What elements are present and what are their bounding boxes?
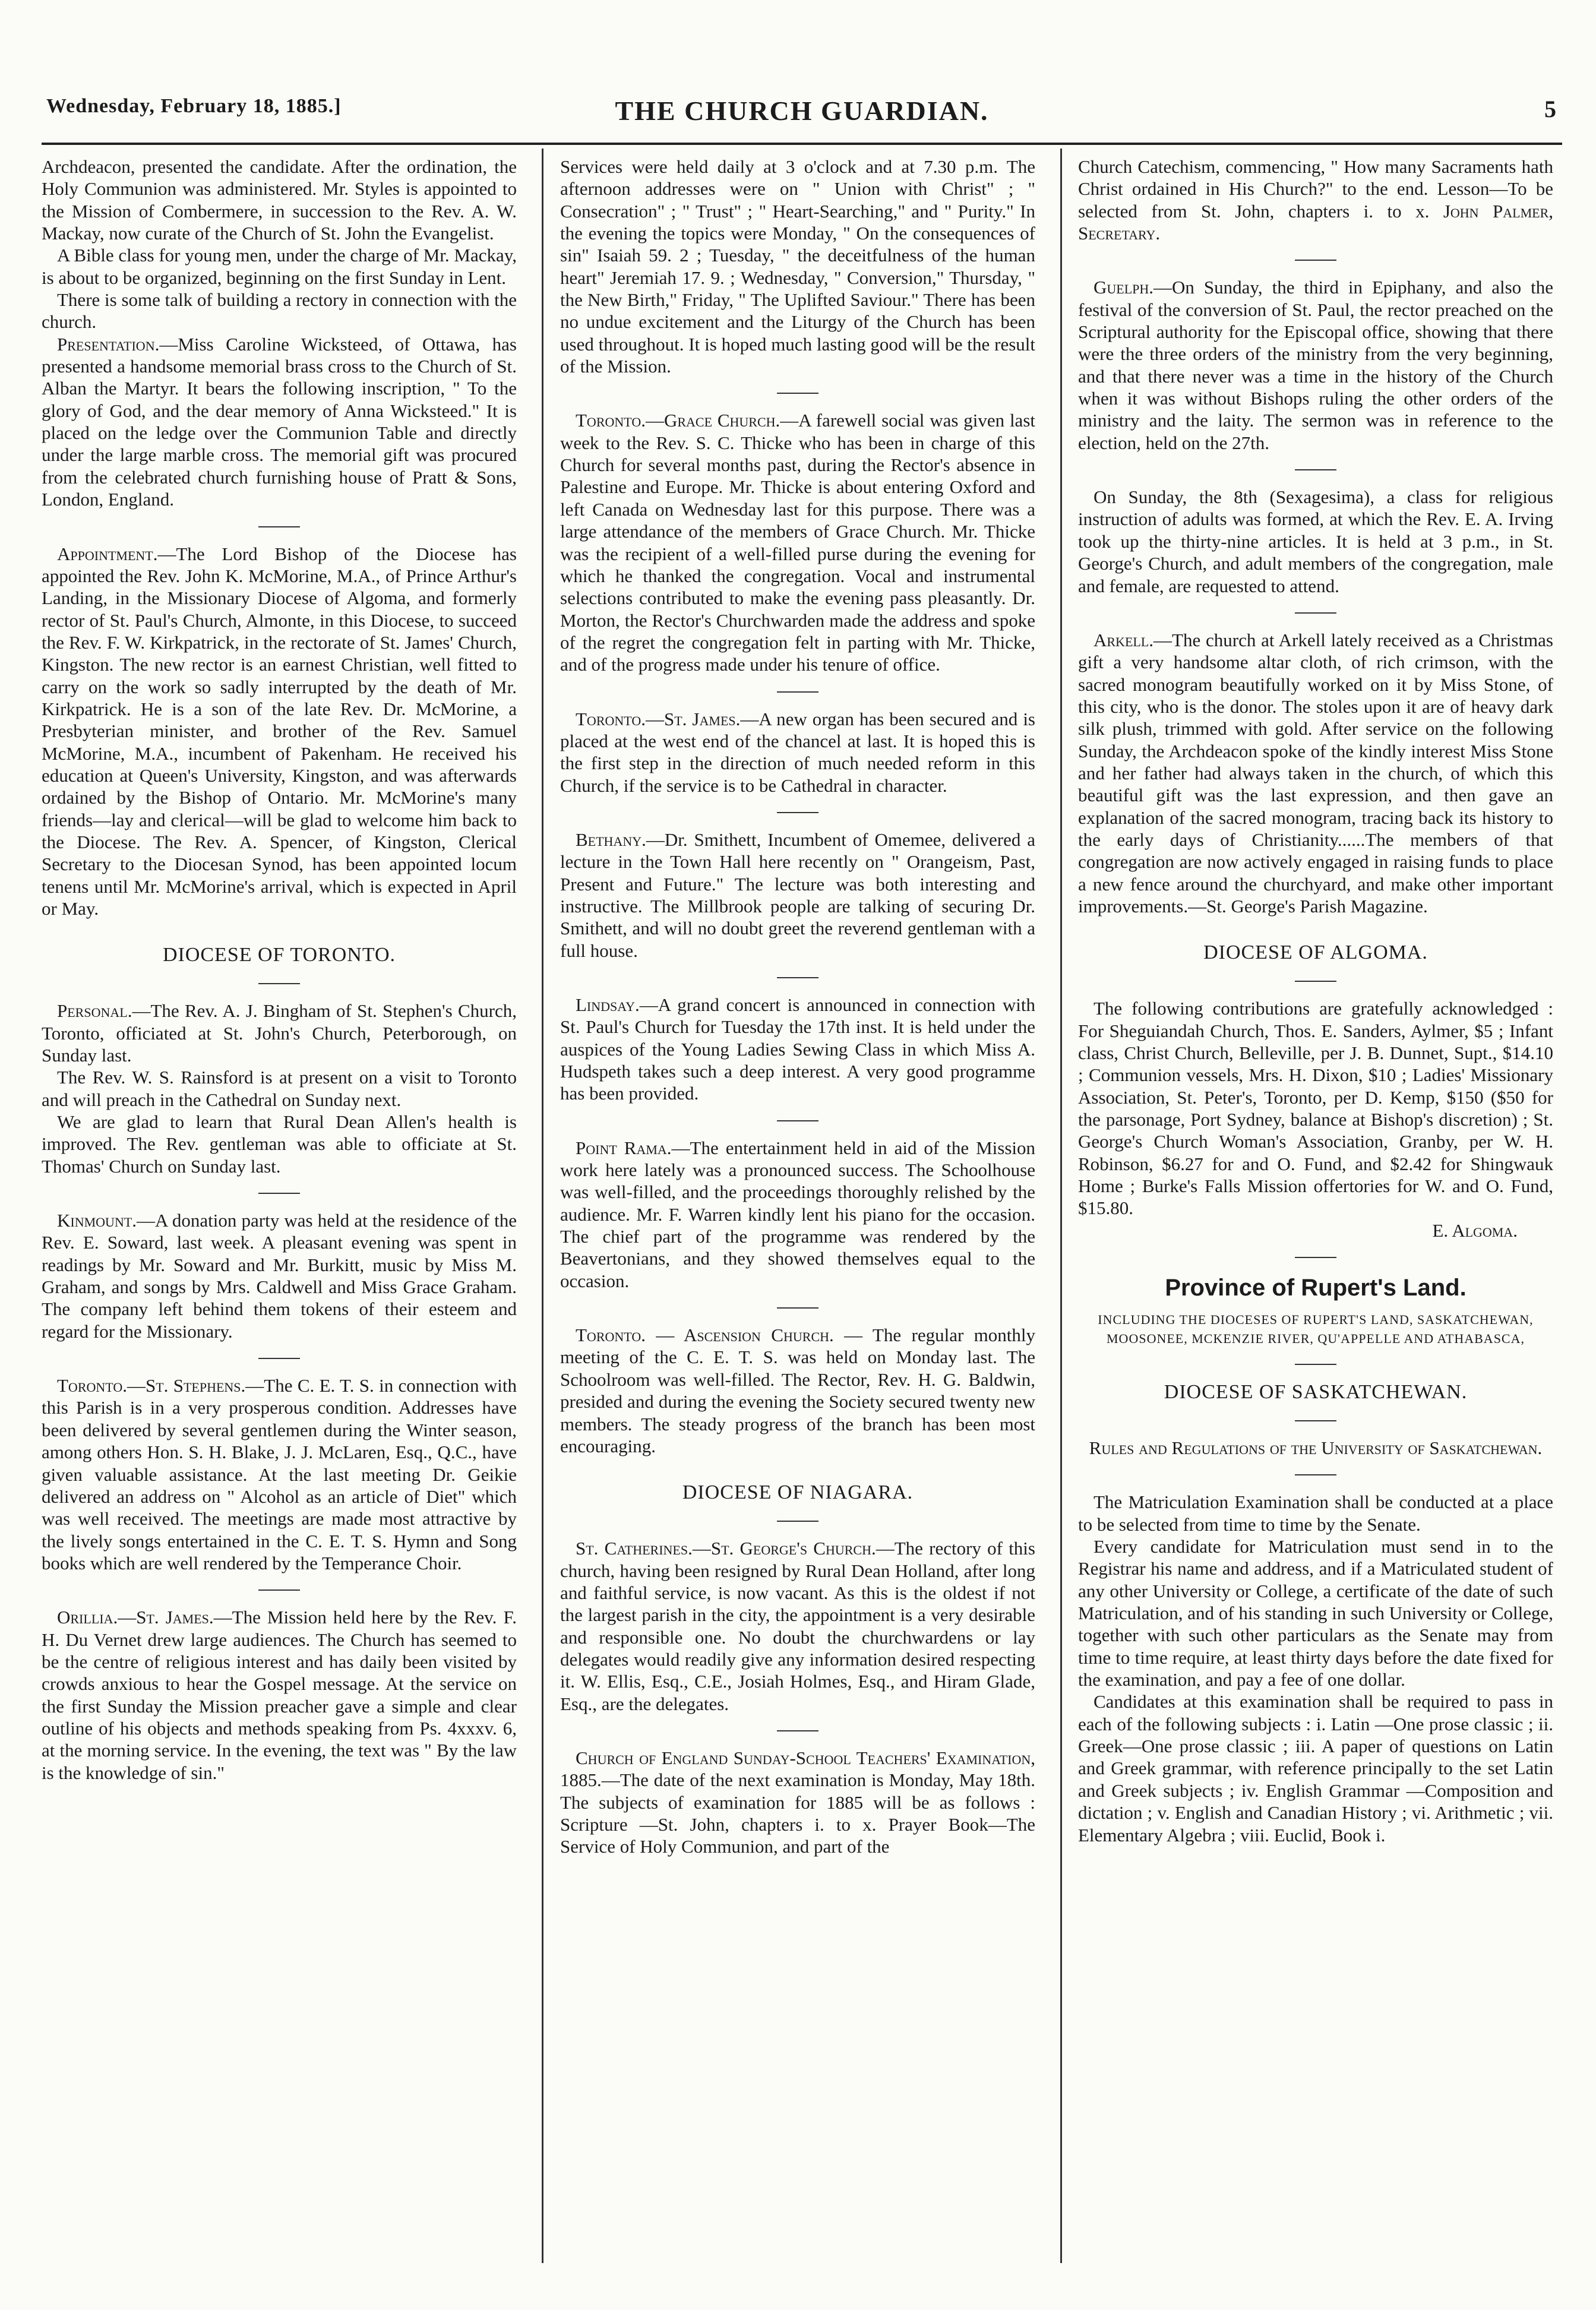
- article-body: —On Sunday, the third in Epiphany, and also the festival of the conversion of St. Paul, the rector preached on the Scriptural authority for the Episcopal office, showing that there were the three orders of the ministry from the very beginning, and that there never was a time in the history of the Church when it was without Bishops ruling the other orders of the ministry and the laity. The sermon was in reference to the election, held on the 27th.: [1078, 277, 1553, 453]
- article-lead: Toronto.—Grace Church.: [576, 410, 780, 431]
- article-paragraph: There is some talk of building a rectory in connection with the church.: [42, 289, 517, 333]
- section-separator: [777, 393, 818, 394]
- article-paragraph: The following contributions are gratefully acknowledged : For Sheguiandah Church, Thos. E. Sanders, Aylmer, $5 ; Infant class, Christ Church, Belleville, per J. B. Dunnet, Supt., $14.10 ; Communion vessels, Mrs. H. Dixon, $10 ; Ladies' Missionary Association, St. Peter's, Toronto, per D. Kemp, $150 ($50 for the parsonage, Port Sydney, balance at Bishop's discretion) ; St. George's Church Woman's Association, Granby, per W. H. Robinson, $6.27 for and O. Fund, and $2.42 for Shingwauk Home ; Burke's Falls Mission offertories for W. and O. Fund, $15.80.: [1078, 998, 1553, 1219]
- column-middle: [560, 156, 1035, 2258]
- article-paragraph: The Matriculation Examination shall be conducted at a place to be selected from time to time by the Senate.: [1078, 1491, 1553, 1535]
- section-separator: [1295, 1474, 1336, 1475]
- article-body: —The C. E. T. S. in connection with this Parish is in a very prosperous condition. Addresses have been delivered by several gentlemen during the Winter season, among others Hon. S. H. Blake, J. J. McLaren, Esq., Q.C., have given valuable assistance. At the last meeting Dr. Geikie delivered an address on " Alcohol as an article of Diet" which was well received. The meetings are made most attractive by the lively songs entertained in the C. E. T. S. Hymn and Song books which are well rendered by the Temperance Choir.: [42, 1375, 517, 1573]
- signature: John Palmer, Secretary.: [1078, 200, 1553, 244]
- article-paragraph: The Rev. W. S. Rainsford is at present on a visit to Toronto and will preach in the Cathedral on Sunday next.: [42, 1067, 517, 1110]
- section-separator: [258, 983, 300, 984]
- article-paragraph: Every candidate for Matriculation must send in to the Registrar his name and address, and if a Matriculated student of any other University or College, a certificate of the date of such Matriculation, and of his standing in such University or College, together with such other particulars as the Senate may from time to time require, at least thirty days before the date fixed for the examination, and pay a fee of one dollar.: [1078, 1536, 1553, 1690]
- article-paragraph: [1078, 629, 1553, 917]
- section-separator: [777, 812, 818, 813]
- article-body: — The regular monthly meeting of the C. E. T. S. was held on Monday last. The Schoolroom was well-filled. The Rector, Rev. H. G. Baldwin, presided and during the evening the Society secured twenty new members. The steady progress of the branch has been most encouraging.: [560, 1325, 1035, 1456]
- article-paragraph: We are glad to learn that Rural Dean Allen's health is improved. The Rev. gentleman was able to officiate at St. Thomas' Church on Sunday last.: [42, 1111, 517, 1177]
- article-paragraph: [560, 708, 1035, 797]
- section-separator: [258, 1193, 300, 1194]
- article-paragraph: Services were held daily at 3 o'clock and at 7.30 p.m. The afternoon addresses were on " Union with Christ" ; " Consecration" ; " Trust" ; " Heart-Searching," and " Purity." In the evening the topics were Monday, " On the consequences of sin" Isaiah 59. 2 ; Tuesday, " the deceitfulness of the human heart" Jeremiah 17. 9. ; Wednesday, " Conversion," Thursday, " the New Birth," Friday, " The Uplifted Saviour." There has been no undue excitement and the Liturgy of the Church has been used throughout. It is hoped much lasting good will be the result of the Mission.: [560, 156, 1035, 377]
- section-separator: [1295, 981, 1336, 982]
- article-paragraph: [560, 1537, 1035, 1715]
- section-separator: [777, 1307, 818, 1309]
- article-lead: Guelph.: [1094, 277, 1154, 298]
- section-separator: [258, 1358, 300, 1359]
- article-body: —Miss Caroline Wicksteed, of Ottawa, has presented a handsome memorial brass cross to the Church of St. Alban the Martyr. It bears the following inscription, " To the glory of God, and the dear memory of Anna Wicksteed." It is placed on the ledge over the Communion Table and directly under the large marble cross. The memorial gift was procured from the celebrated church furnishing house of Pratt & Sons, London, England.: [42, 333, 517, 510]
- article-body: —The date of the next examination is Monday, May 18th. The subjects of examination for 1885 will be as follows : Scripture —St. John, chapters i. to x. Prayer Book—The Service of Holy Communion, and part of the: [560, 1769, 1035, 1857]
- column-rule: [1060, 148, 1062, 2263]
- article-paragraph: [1078, 276, 1553, 454]
- article-paragraph: [560, 994, 1035, 1105]
- section-separator: [258, 526, 300, 527]
- section-separator: [1295, 612, 1336, 614]
- article-lead: Kinmount.: [57, 1210, 137, 1231]
- article-body: —The church at Arkell lately received as a Christmas gift a very handsome altar cloth, of rich crimson, with the sacred monogram beautifully worked on it by Miss Stone, of this city, who is the donor. The stoles upon it are of heavy dark silk plush, trimmed with gold. After service on the following Sunday, the Archdeacon spoke of the kindly interest Miss Stone and her father had always taken in the church, of which this beautiful gift was the last expression, and then gave an explanation of the sacred monogram, tracing back its history to the early days of Christianity......The members of that congregation are now actively engaged in raising funds to place a new fence around the churchyard, and make other important improvements.—St. George's Parish Magazine.: [1078, 629, 1553, 917]
- issue-date: Wednesday, February 18, 1885.]: [46, 95, 342, 117]
- column-rule: [542, 148, 543, 2263]
- article-paragraph: [1078, 156, 1553, 244]
- article-lead: Point Rama.: [576, 1137, 672, 1158]
- masthead: [42, 89, 1562, 145]
- article-lead: Toronto.—St. Stephens.: [57, 1375, 246, 1396]
- column-right: [1078, 156, 1553, 2258]
- section-separator: [258, 1589, 300, 1591]
- article-lead: Personal.: [57, 1000, 132, 1022]
- article-paragraph: [560, 1747, 1035, 1858]
- article-lead: Arkell.: [1094, 629, 1154, 650]
- article-body: —Dr. Smithett, Incumbent of Omemee, delivered a lecture in the Town Hall here recently on " Orangeism, Past, Present and Future." The lecture was both interesting and instructive. The Millbrook people are talking of securing Dr. Smithett, and will no doubt greet the reverend gentleman with a full house.: [560, 829, 1035, 961]
- article-lead: Toronto.—St. James.: [576, 708, 741, 729]
- article-lead: Lindsay.: [576, 994, 640, 1015]
- section-separator: [1295, 260, 1336, 261]
- article-body: —A donation party was held at the residence of the Rev. E. Soward, last week. A pleasant evening was spent in readings by Mr. Soward and Mr. Burkitt, music by Miss M. Graham, and songs by Mrs. Caldwell and Miss Grace Graham. The company left behind them tokens of their esteem and regard for the Missionary.: [42, 1210, 517, 1342]
- section-separator: [1295, 469, 1336, 470]
- province-subheading: INCLUDING THE DIOCESES OF RUPERT'S LAND, SASKATCHEWAN, MOOSONEE, MCKENZIE RIVER, QU'APPELLE AND ATHABASCA,: [1098, 1312, 1534, 1347]
- article-body: —A new organ has been secured and is placed at the west end of the chancel at last. It is hoped this is the first step in the direction of much needed reform in this Church, if the service is to be Cathedral in character.: [560, 708, 1035, 796]
- article-body: —The Lord Bishop of the Diocese has appointed the Rev. John K. McMorine, M.A., of Prince Arthur's Landing, in the Missionary Diocese of Algoma, and formerly rector of St. Paul's Church, Almonte, in this Diocese, to succeed the Rev. F. W. Kirkpatrick, in the rectorate of St. James' Church, Kingston. The new rector is an earnest Christian, well fitted to carry on the work so sadly interrupted by the death of Mr. Kirkpatrick. He is a son of the late Rev. Dr. McMorine, a Presbyterian minister, and brother of the Rev. Samuel McMorine, M.A., incumbent of Pakenham. He received his education at Queen's University, Kingston, and was afterwards ordained by the Bishop of Ontario. Mr. McMorine's many friends—lay and clerical—will be glad to welcome him back to the Diocese. The Rev. A. Spencer, of Kingston, Clerical Secretary to the Diocesan Synod, has been appointed locum tenens until Mr. McMorine's arrival, which is expected in April or May.: [42, 543, 517, 919]
- article-paragraph: A Bible class for young men, under the charge of Mr. Mackay, is about to be organized, beginning on the first Sunday in Lent.: [42, 245, 517, 288]
- article-lead: St. Catherines.—St. George's Church.: [576, 1538, 876, 1559]
- article-paragraph: On Sunday, the 8th (Sexagesima), a class for religious instruction of adults was formed, at which the Rev. E. A. Irving took up the thirty-nine articles. It is held at 3 p.m., in St. George's Church, and adult members of the congregation, male and female, are requested to attend.: [1078, 486, 1553, 596]
- article-lead: Toronto. — Ascension Church.: [576, 1325, 834, 1346]
- section-separator: [777, 1120, 818, 1121]
- article-lead: Bethany.: [576, 829, 646, 850]
- article-paragraph: [42, 1209, 517, 1342]
- diocese-heading: DIOCESE OF ALGOMA.: [1203, 941, 1428, 964]
- diocese-heading: DIOCESE OF SASKATCHEWAN.: [1164, 1381, 1468, 1404]
- section-separator: [777, 1521, 818, 1522]
- article-body: —A grand concert is announced in connection with St. Paul's Church for Tuesday the 17th inst. It is held under the auspices of the Young Ladies Sewing Class in which Miss A. Hudspeth takes such a deep interest. A very good programme has been provided.: [560, 994, 1035, 1104]
- rules-heading: Rules and Regulations of the University of Saskatchewan.: [1089, 1437, 1543, 1458]
- section-separator: [1295, 1364, 1336, 1365]
- section-separator: [1295, 1257, 1336, 1258]
- page-number: 5: [1544, 96, 1556, 122]
- article-paragraph: [42, 1374, 517, 1574]
- article-paragraph: [42, 1000, 517, 1066]
- article-paragraph: [560, 1137, 1035, 1292]
- province-heading: Province of Rupert's Land.: [1165, 1275, 1467, 1301]
- article-body: —The Rev. A. J. Bingham of St. Stephen's Church, Toronto, officiated at St. John's Church, Peterborough, on Sunday last.: [42, 1000, 517, 1066]
- article-paragraph: [42, 543, 517, 920]
- column-left: [42, 156, 517, 2258]
- article-body: —A farewell social was given last week to the Rev. S. C. Thicke who has been in charge of this Church for several months past, during the Rector's absence in Palestine and Europe. Mr. Thicke is about entering Oxford and left Canada on Wednesday last for this purpose. There was a large attendance of the members of Grace Church. Mr. Thicke was the recipient of a well-filled purse during the evening for which he thanked the congregation. Vocal and instrumental selections contributed to make the evening pass pleasantly. Dr. Morton, the Rector's Churchwarden made the address and spoke of the regret the congregation felt in parting with Mr. Thicke, and of the progress made under his tenure of office.: [560, 410, 1035, 675]
- article-paragraph: [560, 409, 1035, 675]
- section-separator: [777, 691, 818, 693]
- article-body: —The Mission held here by the Rev. F. H. Du Vernet drew large audiences. The Church has seemed to be the centre of religious interest and has daily been visited by crowds anxious to hear the Gospel message. At the service on the first Sunday the Mission preacher gave a simple and clear outline of his objects and methods speaking from Ps. 4xxxv. 6, at the morning service. In the evening, the text was " By the law is the knowledge of sin.": [42, 1607, 517, 1783]
- article-body: —The rectory of this church, having been resigned by Rural Dean Holland, after long and faithful service, is now vacant. As this is the oldest if not the largest parish in the city, the appointment is a very desirable and responsible one. No doubt the churchwardens or lay delegates would readily give any information desired respecting it. W. Ellis, Esq., C.E., Josiah Holmes, Esq., and Hiram Glade, Esq., are the delegates.: [560, 1538, 1035, 1714]
- diocese-heading: DIOCESE OF NIAGARA.: [682, 1481, 914, 1504]
- article-lead: Presentation.: [57, 333, 160, 355]
- article-paragraph: Archdeacon, presented the candidate. After the ordination, the Holy Communion was administered. Mr. Styles is appointed to the Mission of Combermere, in succession to the Rev. A. W. Mackay, now curate of the Church of St. John the Evangelist.: [42, 156, 517, 244]
- article-paragraph: [560, 829, 1035, 962]
- article-body: —The entertainment held in aid of the Mission work here lately was a pronounced success. The Schoolhouse was well-filled, and the proceedings thoroughly relished by the audience. Mr. F. Warren kindly lent his piano for the occasion. The chief part of the programme was rendered by the Beavertonians, and they showed themselves equal to the occasion.: [560, 1137, 1035, 1291]
- article-paragraph: [42, 333, 517, 511]
- article-paragraph: [42, 1606, 517, 1784]
- article-paragraph: [560, 1324, 1035, 1457]
- article-body: Church Catechism, commencing, " How many Sacraments hath Christ ordained in His Church?" to the end. Lesson—To be selected from St. John, chapters i. to x.: [1078, 156, 1553, 222]
- article-lead: Appointment.: [57, 543, 158, 564]
- newspaper-title: THE CHURCH GUARDIAN.: [615, 96, 989, 126]
- diocese-heading: DIOCESE OF TORONTO.: [162, 944, 396, 966]
- section-separator: [1295, 1420, 1336, 1421]
- section-separator: [777, 1730, 818, 1731]
- signature: E. Algoma.: [1432, 1219, 1518, 1241]
- article-lead: Orillia.—St. James.: [57, 1607, 214, 1628]
- article-paragraph: Candidates at this examination shall be required to pass in each of the following subjects : i. Latin —One prose classic ; ii. Greek—One prose classic ; iii. A paper of questions on Latin and Greek grammar, with reference principally to the set Latin and Greek subjects ; iv. English Grammar —Composition and dictation ; v. English and Canadian History ; vi. Arithmetic ; vii. Elementary Algebra ; viii. Euclid, Book i.: [1078, 1691, 1553, 1846]
- article-lead: Church of England Sunday-School Teachers' Examination, 1885.: [560, 1747, 1035, 1791]
- section-separator: [777, 977, 818, 978]
